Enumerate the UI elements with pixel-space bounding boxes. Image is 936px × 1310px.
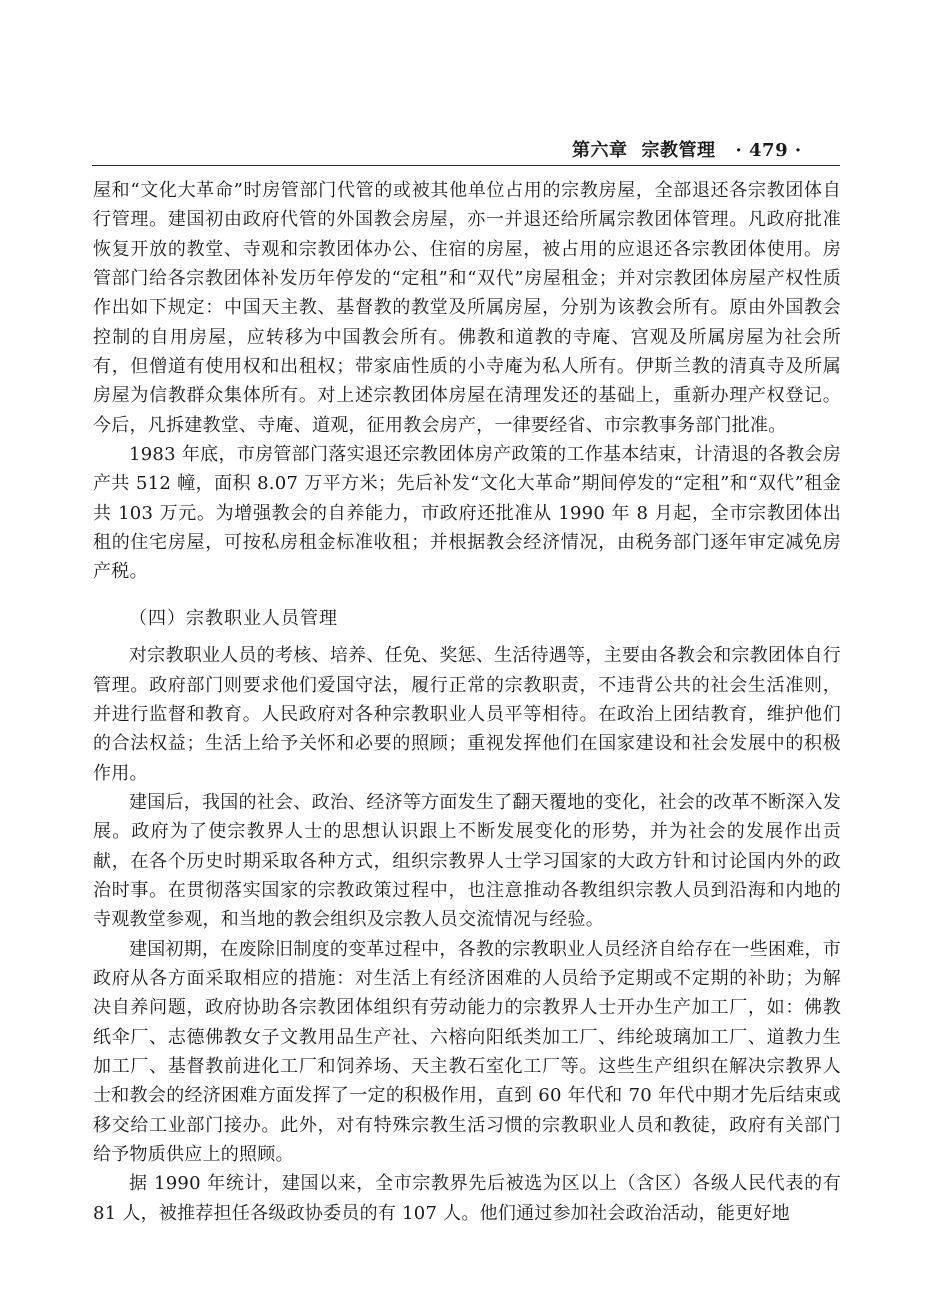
paragraph: 建国后，我国的社会、政治、经济等方面发生了翻天覆地的变化，社会的改革不断深入发展。政府为了使宗教界人士的思想认识跟上不断发展变化的形势，并为社会的发展作出贡献，在各个历史时期采取各种方式，组织宗教界人士学习国家的大政方针和讨论国内外的政治时事。在贯彻落实国家的宗教政策过程中，也注意推动各教组织宗教人员到沿海和内地的寺观教堂参观，和当地的教会组织及宗教人员交流情况与经验。 [93, 791, 841, 931]
chapter-label: 第六章 [572, 140, 628, 161]
page-number: · 479 · [735, 140, 802, 161]
paragraph-continued: 屋和“文化大革命”时房管部门代管的或被其他单位占用的宗教房屋，全部退还各宗教团体自行管理。建国初由政府代管的外国教会房屋，亦一并退还给所属宗教团体管理。凡政府批准恢复开放的教堂、寺观和宗教团体办公、住宿的房屋，被占用的应退还各宗教团体使用。房管部门给各宗教团体补发历年停发的“定租”和“双代”房屋租金；并对宗教团体房屋产权性质作出如下规定：中国天主教、基督教的教堂及所属房屋，分别为该教会所有。原由外国教会控制的自用房屋，应转移为中国教会所有。佛教和道教的寺庵、宫观及所属房屋为社会所有，但僧道有使用权和出租权；带家庙性质的小寺庵为私人所有。伊斯兰教的清真寺及所属房屋为信教群众集体所有。对上述宗教团体房屋在清理发还的基础上，重新办理产权登记。今后，凡拆建教堂、寺庵、道观，征用教会房产，一律要经省、市宗教事务部门批准。 [93, 180, 841, 436]
body-text [93, 176, 841, 1228]
section-label: 宗教管理 [641, 140, 716, 161]
paragraph: 1983 年底，市房管部门落实退还宗教团体房产政策的工作基本结束，计清退的各教会房产共 512 幢，面积 8.07 万平方米；先后补发“文化大革命”期间停发的“定租”和“双代”租金共 103 万元。为增强教会的自养能力，市政府还批准从 1990 年 8 月起，全市宗教团体出租的住宅房屋，可按私房租金标准收租；并根据教会经济情况，由税务部门逐年审定减免房产税。 [93, 444, 841, 583]
paragraph: 据 1990 年统计，建国以来，全市宗教界先后被选为区以上（含区）各级人民代表的有 81 人，被推荐担任各级政协委员的有 107 人。他们通过参加社会政治活动，能更好地 [93, 1173, 841, 1224]
running-head [572, 136, 872, 164]
paragraph: 建国初期，在废除旧制度的变革过程中，各教的宗教职业人员经济自给存在一些困难，市政府从各方面采取相应的措施：对生活上有经济困难的人员给予定期或不定期的补助；为解决自养问题，政府协助各宗教团体组织有劳动能力的宗教界人士开办生产加工厂，如：佛教纸伞厂、志德佛教女子文教用品生产社、六榕向阳纸类加工厂、纬纶玻璃加工厂、道教力生加工厂、基督教前进化工厂和饲养场、天主教石室化工厂等。这些生产组织在解决宗教界人士和教会的经济困难方面发挥了一定的积极作用，直到 60 年代和 70 年代中期才先后结束或移交给工业部门接办。此外，对有特殊宗教生活习惯的宗教职业人员和教徒，政府有关部门给予物质供应上的照顾。 [93, 938, 841, 1165]
paragraph: 对宗教职业人员的考核、培养、任免、奖惩、生活待遇等，主要由各教会和宗教团体自行管理。政府部门则要求他们爱国守法，履行正常的宗教职责，不违背公共的社会生活准则，并进行监督和教育。人民政府对各种宗教职业人员平等相待。在政治上团结教育，维护他们的合法权益；生活上给予关怀和必要的照顾；重视发挥他们在国家建设和社会发展中的积极作用。 [93, 645, 841, 784]
section-subheading: （四）宗教职业人员管理 [129, 607, 338, 629]
header-rule [92, 165, 840, 166]
